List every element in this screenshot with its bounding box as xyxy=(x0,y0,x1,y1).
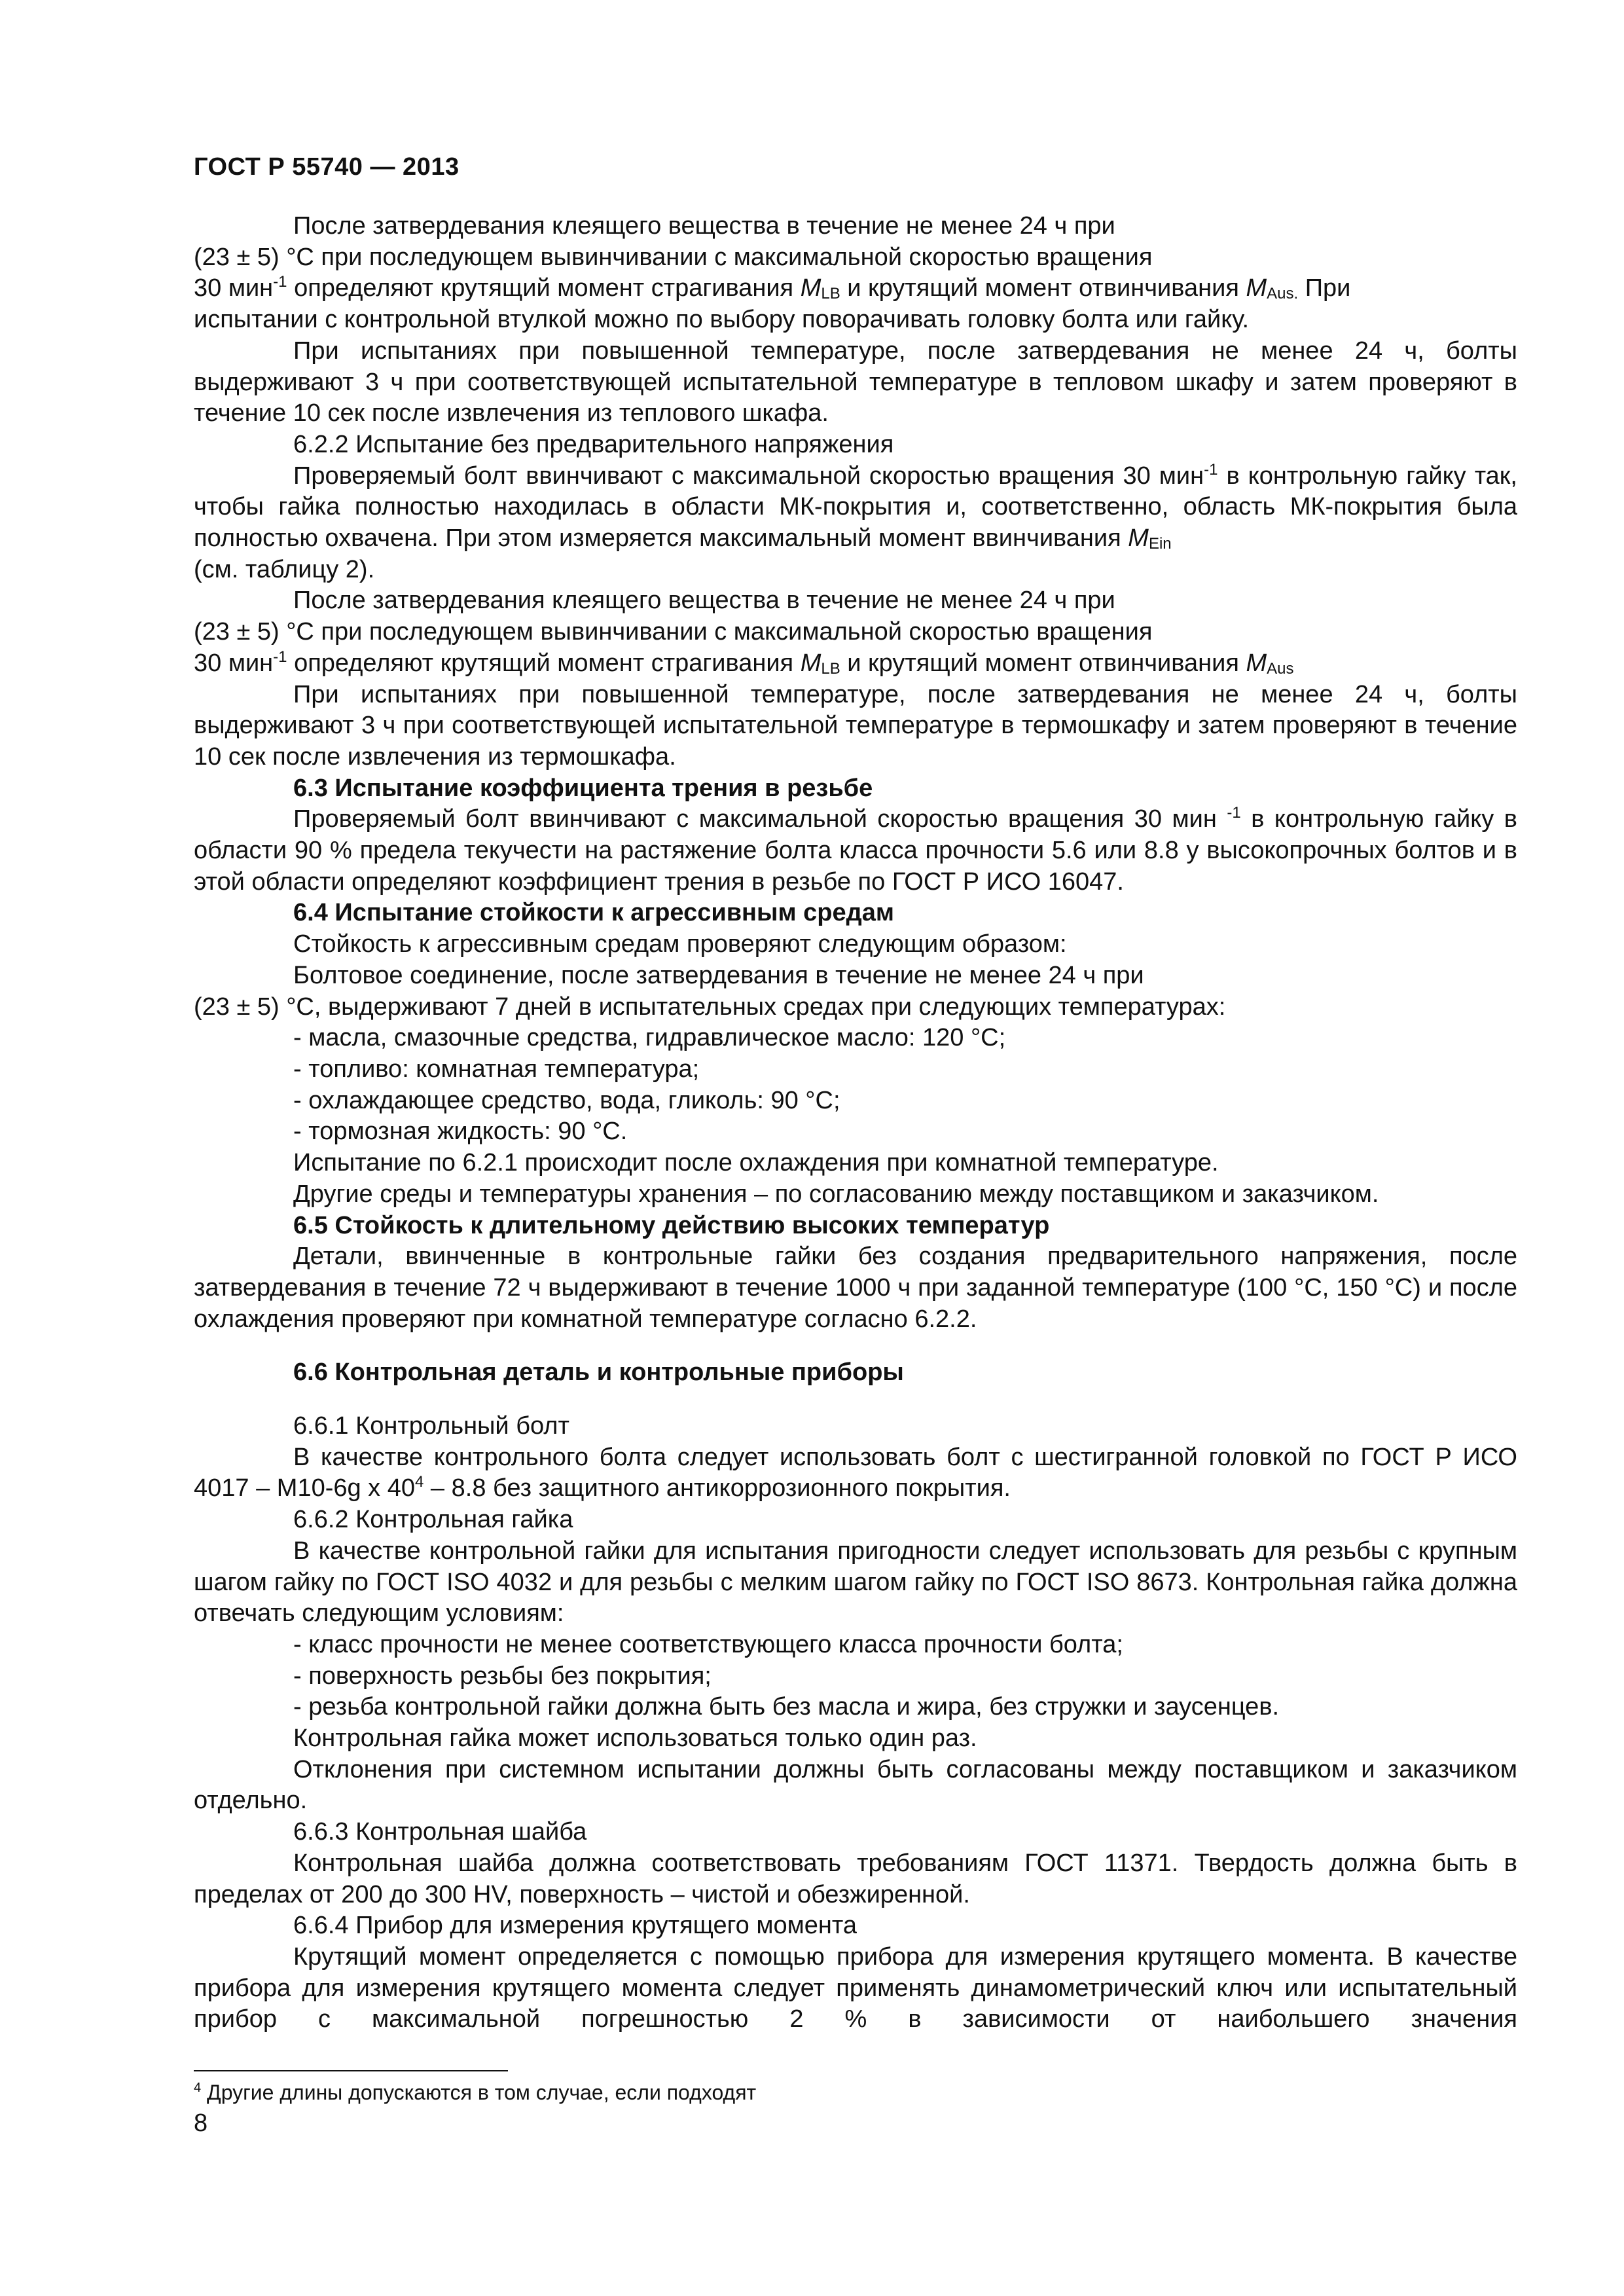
paragraph: В качестве контрольной гайки для испытания пригодности следует использовать для резьбы с крупным шагом гайку по ГОСТ ISO 4032 и для резьбы с мелким шагом гайку по ГОСТ ISO 8673. Контрольная гайка должна отвечать следующим условиям: xyxy=(194,1537,1517,1628)
document-header: ГОСТ Р 55740 — 2013 xyxy=(194,153,460,181)
paragraph: Другие среды и температуры хранения – по согласованию между поставщиком и заказчиком. xyxy=(293,1180,1379,1208)
paragraph: Проверяемый болт ввинчивают с максимальной скоростью вращения 30 мин $^{-1}$ в контрольную гайку в области 90 % предела текучести на растяжение болта класса прочности 5.6 или 8.8 у высокопрочных болтов и в этой области определяют коэффициент трения в резьбе по ГОСТ Р ИСО 16047. xyxy=(194,804,1517,896)
section-title-6-6-4: 6.6.4 Прибор для измерения крутящего момента xyxy=(293,1912,857,1940)
page-number: 8 xyxy=(194,2109,208,2137)
paragraph: При испытаниях при повышенной температуре, после затвердевания не менее 24 ч, болты выдерживают 3 ч при соответствующей испытательной температуре в тепловом шкафу и затем проверяют в течение 10 сек после извлечения из теплового шкафа. xyxy=(194,337,1517,428)
list-item: - поверхность резьбы без покрытия; xyxy=(293,1662,712,1690)
paragraph: испытании с контрольной втулкой можно по выбору поворачивать головку болта или гайку. xyxy=(194,306,1250,334)
paragraph: При испытаниях при повышенной температуре, после затвердевания не менее 24 ч, болты выдерживают 3 ч при соответствующей испытательной температуре в термошкафу и затем проверяют в течение 10 сек после извлечения из термошкафа. xyxy=(194,680,1517,771)
paragraph: После затвердевания клеящего вещества в течение не менее 24 ч при xyxy=(293,587,1115,615)
paragraph: (23 ± 5) °С при последующем вывинчивании с максимальной скоростью вращения xyxy=(194,618,1153,646)
paragraph: Отклонения при системном испытании должны быть согласованы между поставщиком и заказчиком отдельно. xyxy=(194,1755,1517,1815)
paragraph: (23 ± 5) °С, выдерживают 7 дней в испытательных средах при следующих температурах: xyxy=(194,993,1226,1021)
paragraph: (23 ± 5) °С при последующем вывинчивании с максимальной скоростью вращения xyxy=(194,243,1153,271)
list-item: - охлаждающее средство, вода, гликоль: 90 °С; xyxy=(293,1086,840,1114)
paragraph: Испытание по 6.2.1 происходит после охлаждения при комнатной температуре. xyxy=(293,1149,1219,1177)
list-item: - класс прочности не менее соответствующего класса прочности болта; xyxy=(293,1630,1123,1658)
section-title-6-3: 6.3 Испытание коэффициента трения в резьбе xyxy=(293,774,873,802)
paragraph: Стойкость к агрессивным средам проверяют следующим образом: xyxy=(293,930,1067,958)
list-item: - топливо: комнатная температура; xyxy=(293,1055,700,1083)
section-title-6-5: 6.5 Стойкость к длительному действию высоких температур xyxy=(293,1211,1050,1239)
paragraph: После затвердевания клеящего вещества в течение не менее 24 ч при xyxy=(293,212,1115,240)
footnote-divider xyxy=(194,2070,508,2071)
paragraph: Детали, ввинченные в контрольные гайки без создания предварительного напряжения, после затвердевания в течение 72 ч выдерживают в течение 1000 ч при заданной температуре (100 °С, 150 °С) и после охлаждения проверяют при комнатной температуре согласно 6.2.2. xyxy=(194,1243,1517,1333)
section-title-6-2-2: 6.2.2 Испытание без предварительного напряжения xyxy=(293,430,894,458)
paragraph: Болтовое соединение, после затвердевания в течение не менее 24 ч при xyxy=(293,961,1144,989)
paragraph: Крутящий момент определяется с помощью прибора для измерения крутящего момента. В качестве прибора для измерения крутящего момента следует применять динамометрический ключ или испытательный прибор с максимальной погрешностью 2 % в зависимости от наибольшего значения xyxy=(194,1942,1517,2033)
section-title-6-4: 6.4 Испытание стойкости к агрессивным средам xyxy=(293,899,894,927)
section-title-6-6: 6.6 Контрольная деталь и контрольные приборы xyxy=(293,1358,904,1387)
paragraph: Контрольная гайка может использоваться только один раз. xyxy=(293,1724,977,1753)
list-item: - тормозная жидкость: 90 °С. xyxy=(293,1118,628,1146)
section-title-6-6-1: 6.6.1 Контрольный болт xyxy=(293,1412,569,1440)
paragraph: Проверяемый болт ввинчивают с максимальной скоростью вращения 30 мин$^{-1}$ в контрольную гайку так, чтобы гайка полностью находилась в области МК-покрытия и, соответственно, область МК-покрытия была полностью охвачена. При этом измеряется максимальный момент ввинчивания $M_{Ein}$ (см. таблицу 2). xyxy=(194,460,1517,583)
paragraph: Контрольная шайба должна соответствовать требованиям ГОСТ 11371. Твердость должна быть в пределах от 200 до 300 HV, поверхность – чистой и обезжиренной. xyxy=(194,1849,1517,1908)
list-item: - масла, смазочные средства, гидравлическое масло: 120 °С; xyxy=(293,1024,1006,1052)
section-title-6-6-2: 6.6.2 Контрольная гайка xyxy=(293,1506,573,1534)
document-body xyxy=(194,211,1517,2035)
paragraph: 30 мин$^{-1}$ определяют крутящий момент страгивания $M_{LB}$ и крутящий момент отвинчивания $M_{Aus}$ xyxy=(194,647,1294,678)
paragraph: 30 мин$^{-1}$ определяют крутящий момент страгивания $M_{LB}$ и крутящий момент отвинчивания $M_{Aus.}$ При xyxy=(194,273,1351,303)
list-item: - резьба контрольной гайки должна быть без масла и жира, без стружки и заусенцев. xyxy=(293,1693,1280,1721)
footnote: $^4$ Другие длины допускаются в том случае, если подходят xyxy=(194,2081,757,2104)
section-title-6-6-3: 6.6.3 Контрольная шайба xyxy=(293,1818,587,1846)
paragraph: В качестве контрольного болта следует использовать болт с шестигранной головкой по ГОСТ Р ИСО 4017 – М10-6g x $40^4 - 8.8$ без защитного антикоррозионного покрытия. xyxy=(194,1443,1517,1503)
